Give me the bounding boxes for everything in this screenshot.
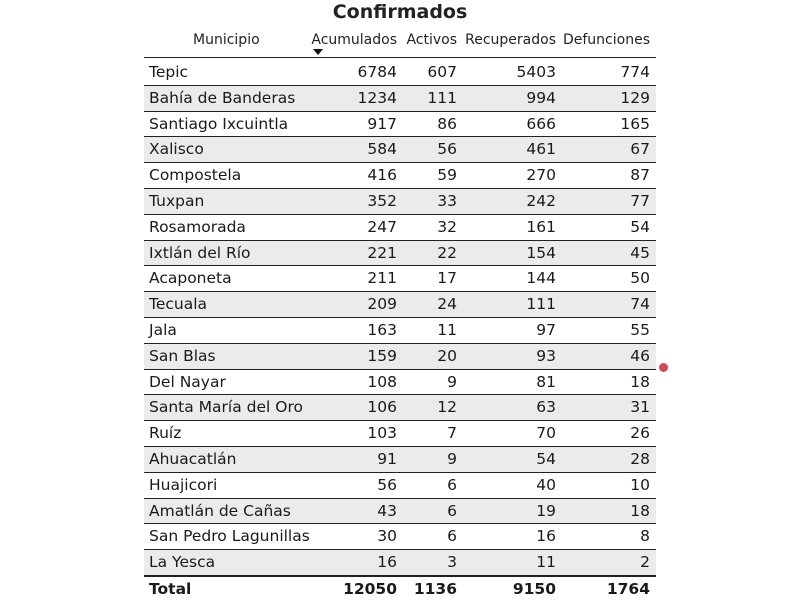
activos-cell: 9 (447, 450, 457, 468)
municipio-cell: Acaponeta (149, 269, 232, 288)
header-activos[interactable]: Activos (406, 32, 457, 48)
defunciones-cell: 67 (630, 140, 650, 159)
recuperados-cell: 70 (536, 424, 556, 443)
acumulados-cell: 163 (367, 321, 397, 339)
acumulados-cell: 6784 (357, 63, 397, 81)
activos-cell: 86 (437, 114, 457, 133)
table-title: Confirmados (332, 1, 468, 23)
municipio-cell: Huajicori (149, 475, 218, 494)
municipio-cell: Xalisco (149, 140, 204, 159)
municipio-cell: Compostela (149, 166, 242, 185)
table-row[interactable] (144, 524, 656, 550)
header-acumulados[interactable]: Acumulados (311, 32, 397, 48)
recuperados-cell: 81 (536, 372, 556, 391)
activos-cell: 607 (427, 63, 457, 81)
municipio-cell: Amatlán de Cañas (149, 501, 291, 520)
recuperados-cell: 270 (526, 166, 556, 185)
defunciones-cell: 129 (620, 88, 650, 107)
activos-cell: 24 (437, 295, 457, 314)
table-row[interactable] (144, 421, 656, 447)
municipio-cell: Del Nayar (149, 372, 226, 391)
total-recuperados: 9150 (512, 580, 556, 598)
acumulados-cell: 30 (377, 527, 397, 546)
activos-cell: 6 (447, 475, 457, 494)
table-row[interactable] (144, 447, 656, 473)
activos-cell: 59 (437, 166, 457, 185)
activos-cell: 20 (437, 346, 457, 365)
acumulados-cell: 43 (377, 501, 397, 520)
acumulados-cell: 108 (367, 372, 397, 391)
acumulados-cell: 917 (367, 114, 397, 133)
recuperados-cell: 54 (536, 450, 556, 468)
header-divider (144, 57, 656, 58)
activos-cell: 32 (437, 217, 457, 236)
municipio-cell: Santiago Ixcuintla (149, 114, 289, 133)
activos-cell: 6 (447, 501, 457, 520)
defunciones-cell: 10 (630, 475, 650, 494)
scroll-indicator[interactable] (659, 363, 668, 372)
defunciones-cell: 18 (630, 501, 650, 520)
defunciones-cell: 8 (640, 527, 650, 546)
activos-cell: 12 (437, 398, 457, 417)
municipio-cell: San Pedro Lagunillas (149, 527, 310, 546)
defunciones-cell: 45 (630, 243, 650, 262)
sort-descending-icon (313, 49, 323, 55)
total-activos: 1136 (413, 580, 457, 598)
header-recuperados[interactable]: Recuperados (465, 32, 556, 48)
total-acumulados: 12050 (343, 580, 397, 598)
total-label: Total (149, 580, 192, 598)
recuperados-cell: 5403 (516, 63, 556, 81)
acumulados-cell: 247 (367, 217, 397, 236)
recuperados-cell: 161 (526, 217, 556, 236)
table-row[interactable] (144, 473, 656, 499)
activos-cell: 6 (447, 527, 457, 546)
municipio-cell: Ahuacatlán (149, 450, 237, 468)
table-row[interactable] (144, 241, 656, 267)
table-row[interactable] (144, 318, 656, 344)
table-row[interactable] (144, 137, 656, 163)
recuperados-cell: 461 (526, 140, 556, 159)
activos-cell: 33 (437, 192, 457, 210)
acumulados-cell: 16 (377, 553, 397, 572)
header-municipio[interactable]: Municipio (193, 32, 260, 48)
defunciones-cell: 26 (630, 424, 650, 443)
municipio-cell: Santa María del Oro (149, 398, 303, 417)
recuperados-cell: 154 (526, 243, 556, 262)
municipio-cell: Tecuala (149, 295, 208, 314)
acumulados-cell: 56 (377, 475, 397, 494)
acumulados-cell: 352 (367, 192, 397, 210)
table-row[interactable] (144, 215, 656, 241)
defunciones-cell: 28 (630, 450, 650, 468)
table-row[interactable] (144, 395, 656, 421)
recuperados-cell: 93 (536, 346, 556, 365)
total-defunciones: 1764 (606, 580, 650, 598)
recuperados-cell: 242 (526, 192, 556, 210)
activos-cell: 111 (427, 88, 457, 107)
activos-cell: 11 (437, 321, 457, 339)
defunciones-cell: 46 (630, 346, 650, 365)
table-row[interactable] (144, 60, 656, 86)
acumulados-cell: 1234 (357, 88, 397, 107)
acumulados-cell: 211 (367, 269, 397, 288)
defunciones-cell: 74 (630, 295, 650, 314)
municipio-cell: Ruíz (149, 424, 182, 443)
municipio-cell: Tepic (149, 63, 189, 81)
municipio-cell: La Yesca (149, 553, 216, 572)
acumulados-cell: 103 (367, 424, 397, 443)
defunciones-cell: 774 (620, 63, 650, 81)
defunciones-cell: 50 (630, 269, 650, 288)
acumulados-cell: 91 (377, 450, 397, 468)
acumulados-cell: 416 (367, 166, 397, 185)
municipio-cell: Bahía de Banderas (149, 88, 296, 107)
table-row[interactable] (144, 499, 656, 525)
recuperados-cell: 19 (536, 501, 556, 520)
defunciones-cell: 18 (630, 372, 650, 391)
activos-cell: 56 (437, 140, 457, 159)
recuperados-cell: 97 (536, 321, 556, 339)
municipio-cell: Jala (149, 321, 177, 339)
recuperados-cell: 144 (526, 269, 556, 288)
recuperados-cell: 40 (536, 475, 556, 494)
table-row[interactable] (144, 112, 656, 138)
activos-cell: 17 (437, 269, 457, 288)
defunciones-cell: 87 (630, 166, 650, 185)
recuperados-cell: 111 (526, 295, 556, 314)
table-row[interactable] (144, 550, 656, 576)
table-row[interactable] (144, 292, 656, 318)
activos-cell: 7 (447, 424, 457, 443)
recuperados-cell: 666 (526, 114, 556, 133)
recuperados-cell: 994 (526, 88, 556, 107)
defunciones-cell: 77 (630, 192, 650, 210)
recuperados-cell: 11 (536, 553, 556, 572)
acumulados-cell: 159 (367, 346, 397, 365)
activos-cell: 3 (447, 553, 457, 572)
recuperados-cell: 16 (536, 527, 556, 546)
defunciones-cell: 165 (620, 114, 650, 133)
municipio-cell: Rosamorada (149, 217, 246, 236)
defunciones-cell: 55 (630, 321, 650, 339)
table-row[interactable] (144, 266, 656, 292)
acumulados-cell: 584 (367, 140, 397, 159)
defunciones-cell: 31 (630, 398, 650, 417)
header-defunciones[interactable]: Defunciones (562, 32, 650, 48)
acumulados-cell: 106 (367, 398, 397, 417)
municipio-cell: Ixtlán del Río (149, 243, 251, 262)
table-row[interactable] (144, 344, 656, 370)
activos-cell: 9 (447, 372, 457, 391)
defunciones-cell: 2 (640, 553, 650, 572)
defunciones-cell: 54 (630, 217, 650, 236)
table-row[interactable] (144, 370, 656, 396)
acumulados-cell: 209 (367, 295, 397, 314)
recuperados-cell: 63 (536, 398, 556, 417)
municipio-cell: San Blas (149, 346, 216, 365)
table-row[interactable] (144, 189, 656, 215)
total-row (144, 577, 656, 602)
table-row[interactable] (144, 86, 656, 112)
municipio-cell: Tuxpan (149, 192, 205, 210)
acumulados-cell: 221 (367, 243, 397, 262)
table-row[interactable] (144, 163, 656, 189)
activos-cell: 22 (437, 243, 457, 262)
